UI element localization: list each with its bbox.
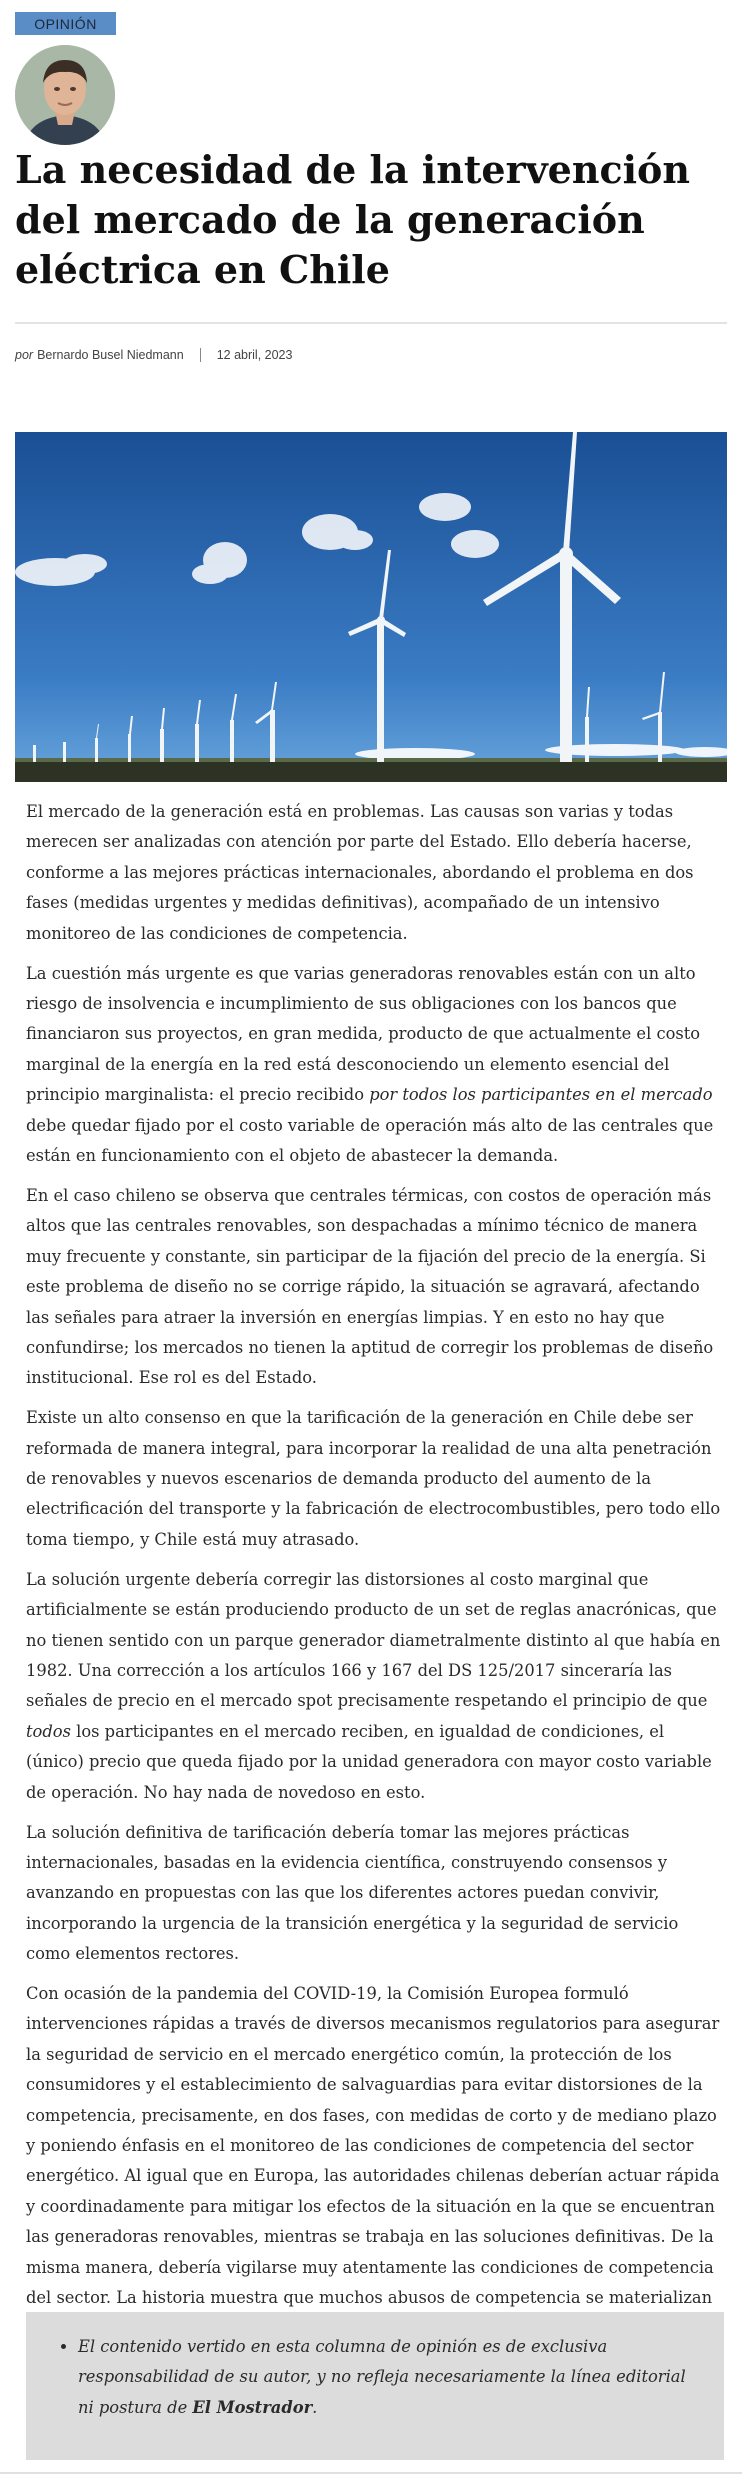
disclaimer-outlet: El Mostrador bbox=[192, 2397, 313, 2417]
disclaimer-item bbox=[78, 2332, 696, 2423]
section-badge[interactable]: OPINIÓN bbox=[15, 12, 116, 35]
paragraph-4: Existe un alto consenso en que la tarificación de la generación en Chile debe ser reformada de manera integral, para incorporar la realidad de una alta penetración de renovables y nuevos escenarios de demanda producto del aumento de la electrificación del transporte y la fabricación de electrocombustibles, pero todo ello toma tiempo, y Chile está muy atrasado. bbox=[26, 1408, 721, 1549]
author-avatar bbox=[15, 45, 115, 145]
disclaimer-end: . bbox=[312, 2397, 318, 2417]
hero-image bbox=[15, 432, 727, 782]
disclaimer-box bbox=[26, 2312, 724, 2460]
paragraph-5-end: los participantes en el mercado reciben, en igualdad de condiciones, el (único) precio que queda fijado por la unidad generadora con mayor costo variable de operación. No hay nada de novedoso en esto. bbox=[26, 1721, 712, 1802]
disclaimer-list bbox=[56, 2332, 696, 2423]
footer-divider bbox=[0, 2472, 742, 2474]
paragraph-5 bbox=[26, 1565, 724, 1808]
article-headline: La necesidad de la intervención del mercado de la generación eléctrica en Chile bbox=[15, 147, 691, 292]
byline bbox=[15, 348, 292, 362]
publish-date: 12 abril, 2023 bbox=[216, 348, 293, 362]
byline-separator bbox=[200, 348, 201, 362]
paragraph-7: Con ocasión de la pandemia del COVID-19, la Comisión Europea formuló intervenciones rápidas a través de diversos mecanismos regulatorios para asegurar la seguridad de servicio en el mercado energético común, la protección de los consumidores y el establecimiento de salvaguardias para evitar distorsiones de la competencia, precisamente, en dos fases, con medidas de corto y de mediano plazo y poniendo énfasis en el monitoreo de las condiciones de competencia del sector energético. Al igual que en Europa, las autoridades chilenas deberían actuar rápida y coordinadamente para mitigar los efectos de la situación en la que se encuentran las generadoras renovables, mientras se trabaja en las soluciones definitivas. De la misma manera, debería vigilarse muy atentamente las condiciones de competencia del sector. La historia muestra que muchos abusos de competencia se materializan bbox=[26, 1984, 720, 2308]
header-divider bbox=[15, 322, 727, 324]
author-portrait-icon bbox=[15, 45, 115, 145]
paragraph-2-start: La cuestión más urgente es que varias generadoras renovables están con un alto riesgo de insolvencia e incumplimiento de sus obligaciones con los bancos que financiaron sus proyectos, en gran medida, producto de que actualmente el costo marginal de la energía en la red está desconociendo un elemento esencial del principio marginalista: el precio recibido bbox=[26, 963, 701, 1105]
paragraph-3: En el caso chileno se observa que centrales térmicas, con costos de operación más altos que las centrales renovables, son despachadas a mínimo técnico de manera muy frecuente y constante, sin participar de la fijación del precio de la energía. Si este problema de diseño no se corrige rápido, la situación se agravará, afectando las señales para atraer la inversión en energías limpias. Y en esto no hay que confundirse; los mercados no tienen la aptitud de corregir los problemas de diseño institucional. Ese rol es del Estado. bbox=[26, 1185, 714, 1388]
byline-prefix: por bbox=[15, 348, 34, 362]
paragraph-2-emphasis: por todos los participantes en el mercado bbox=[369, 1085, 713, 1105]
wind-turbines-icon bbox=[15, 432, 727, 782]
paragraph-1: El mercado de la generación está en problemas. Las causas son varias y todas merecen ser analizadas con atención por parte del Estado. Ello debería hacerse, conforme a las mejores prácticas internacionales, abordando el problema en dos fases (medidas urgentes y medidas definitivas), acompañado de un intensivo monitoreo de las condiciones de competencia. bbox=[26, 802, 694, 943]
paragraph-5-start: La solución urgente debería corregir las distorsiones al costo marginal que artificialmente se están produciendo producto de un set de reglas anacrónicas, que no tienen sentido con un parque generador diametralmente distinto al que había en 1982. Una corrección a los artículos 166 y 167 del DS 125/2017 sinceraría las señales de precio en el mercado spot precisamente respetando el principio de que bbox=[26, 1569, 721, 1711]
paragraph-2-end: debe quedar fijado por el costo variable de operación más alto de las centrales que están en funcionamiento con el objeto de abastecer la demanda. bbox=[26, 1115, 714, 1165]
paragraph-2 bbox=[26, 959, 724, 1172]
disclaimer-text: El contenido vertido en esta columna de opinión es de exclusiva responsabilidad de su autor, y no refleja necesariamente la línea editorial ni postura de bbox=[78, 2337, 686, 2417]
paragraph-6: La solución definitiva de tarificación debería tomar las mejores prácticas internacionales, basadas en la evidencia científica, construyendo consensos y avanzando en propuestas con las que los diferentes actores puedan convivir, incorporando la urgencia de la transición energética y la seguridad de servicio como elementos rectores. bbox=[26, 1822, 679, 1964]
author-name[interactable]: Bernardo Busel Niedmann bbox=[37, 348, 184, 362]
article-body bbox=[26, 797, 724, 2353]
paragraph-5-emphasis: todos bbox=[26, 1721, 71, 1741]
